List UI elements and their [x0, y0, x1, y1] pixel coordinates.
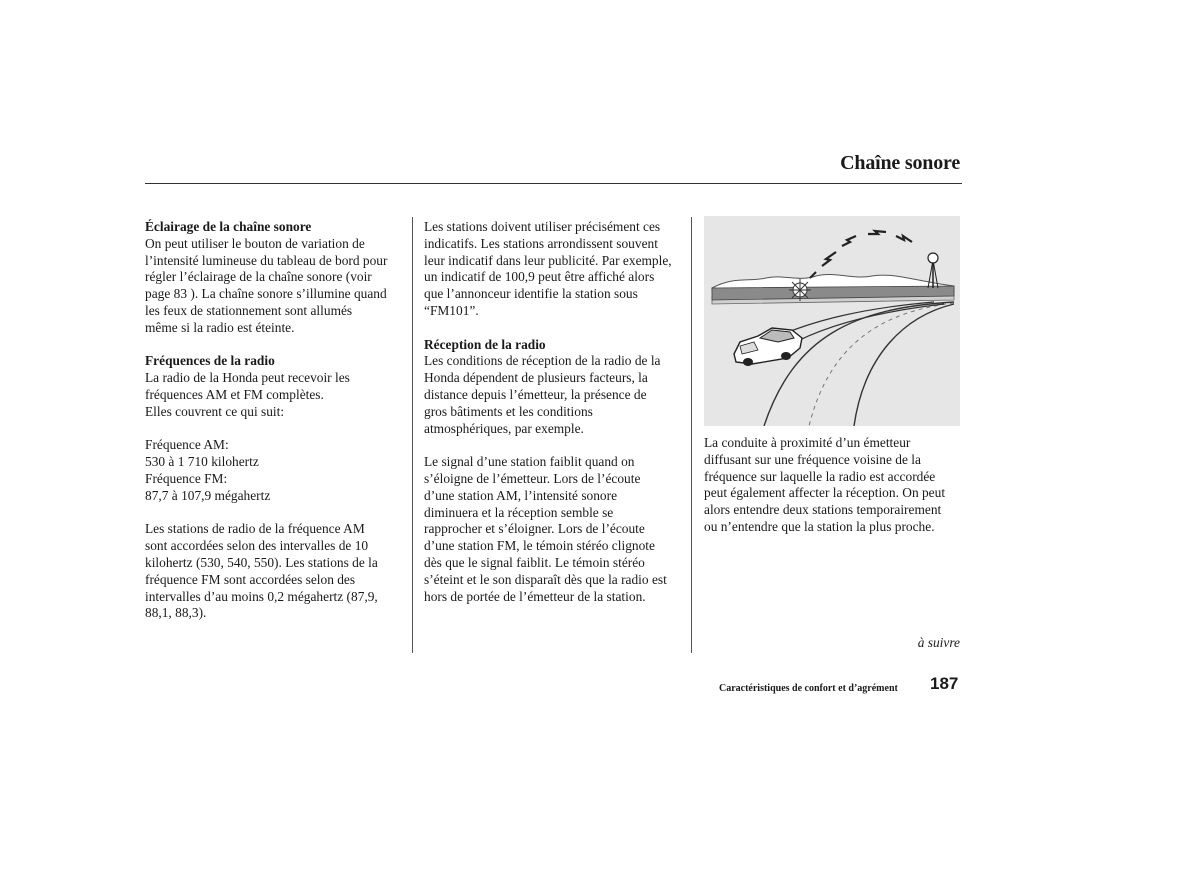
column-left: [145, 219, 407, 639]
footer-section-title: Caractéristiques de confort et d’agrément: [719, 683, 898, 694]
section-heading-frequencies: Fréquences de la radio: [145, 353, 275, 369]
paragraph-frequency-intervals: Les stations de radio de la fréquence AM sont accordées selon des intervalles de 10 kilohertz (530, 540, 550). Les stations de la fréquence FM sont accordées selon des intervalles d’au moins 0,2 mégahertz (87,9, 88,1, 88,3).: [145, 521, 378, 621]
car-radio-reception-illustration: [704, 216, 960, 426]
column-right: [704, 435, 962, 553]
continued-label: à suivre: [917, 635, 960, 650]
paragraph-signal-weakening: Le signal d’une station faiblit quand on s’éloigne de l’émetteur. Lors de l’écoute d’une station AM, l’intensité sonore diminuera et la réception semble se rapprocher et s’éloigner. Lors de l’écoute d’une station FM, le témoin stéréo clignote dès que le signal faiblit. Le témoin stéréo s’éteint et le son disparaît dès que la radio est hors de portée de l’émetteur de la station.: [424, 454, 667, 604]
page-number: 187: [930, 674, 959, 693]
page-title: Chaîne sonore: [840, 152, 960, 174]
title-divider: [145, 183, 962, 184]
paragraph-station-identifiers: Les stations doivent utiliser précisément ces indicatifs. Les stations arrondissent souvent leur indicatif dans leur publicité. Par exemple, un indicatif de 100,9 peut être affiché alors que l’annonceur identifie la station sous “FM101”.: [424, 219, 672, 318]
paragraph-lighting: On peut utiliser le bouton de variation de l’intensité lumineuse du tableau de bord pour régler l’éclairage de la chaîne sonore (voir page 83 ). La chaîne sonore s’illumine quand les feux de stationnement sont allumés même si la radio est éteinte.: [145, 235, 388, 335]
section-heading-reception: Réception de la radio: [424, 336, 546, 352]
column-divider-1: [412, 217, 413, 653]
paragraph-frequency-ranges: Fréquence AM: 530 à 1 710 kilohertz Fréquence FM: 87,7 à 107,9 mégahertz: [145, 437, 271, 503]
column-middle: [424, 219, 686, 622]
section-heading-lighting: Éclairage de la chaîne sonore: [145, 219, 312, 234]
paragraph-reception-conditions: Les conditions de réception de la radio de la Honda dépendent de plusieurs facteurs, la distance depuis l’émetteur, la présence de gros bâtiments et les conditions atmosphériques, par exemple.: [424, 353, 661, 436]
paragraph-nearby-transmitter: La conduite à proximité d’un émetteur diffusant sur une fréquence voisine de la fréquence sur laquelle la radio est accordée peut également affecter la réception. On peut alors entendre deux stations temporairement ou n’entendre que la station la plus proche.: [704, 435, 946, 534]
column-divider-2: [691, 217, 692, 653]
paragraph-frequencies-intro: La radio de la Honda peut recevoir les fréquences AM et FM complètes. Elles couvrent ce qui suit:: [145, 370, 350, 419]
